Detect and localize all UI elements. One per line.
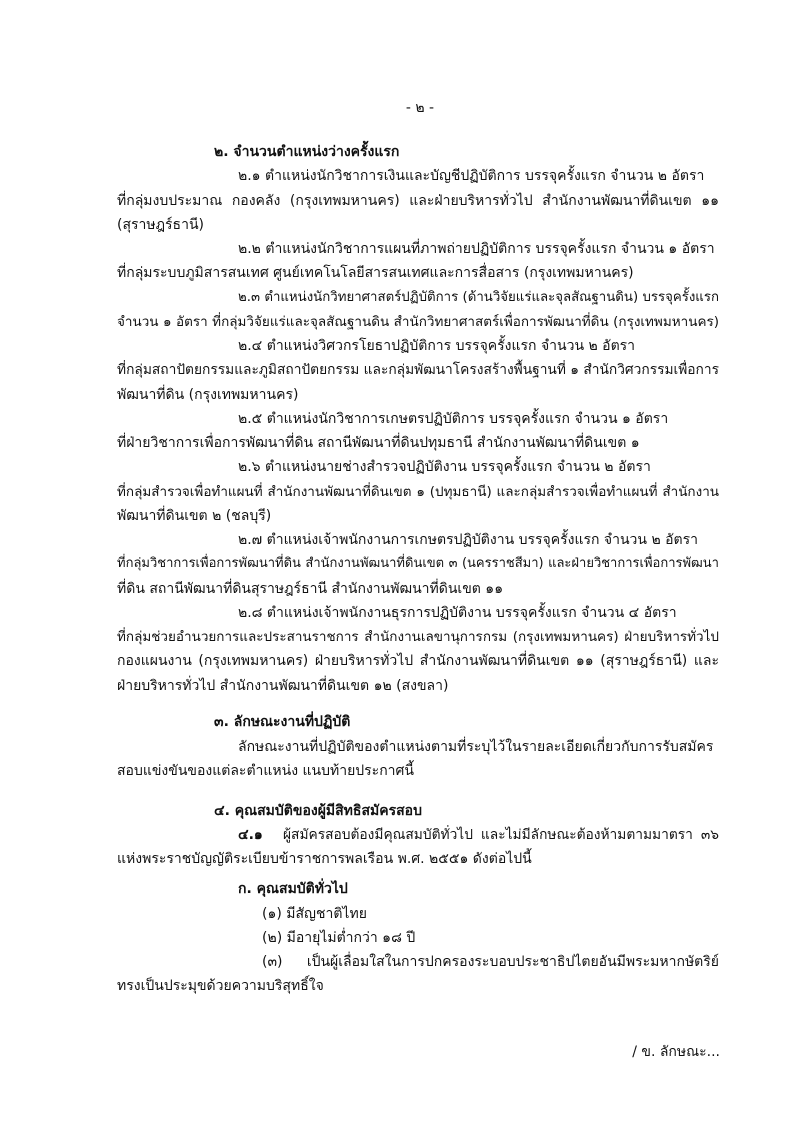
section-2-line: ที่ฝ่ายวิชาการเพื่อการพัฒนาที่ดิน สถานีพัฒนาที่ดินปทุมธานี สำนักงานพัฒนาที่ดินเขต ๑ <box>117 435 640 451</box>
section-2-line: ๒.๓ ตำแหน่งนักวิทยาศาสตร์ปฏิบัติการ (ด้านวิจัยแร่และจุลสัณฐานดิน) บรรจุครั้งแรก <box>238 290 719 305</box>
section-2-line: ๒.๒ ตำแหน่งนักวิชาการแผนที่ภาพถ่ายปฏิบัติการ บรรจุครั้งแรก จำนวน ๑ อัตรา <box>238 241 715 257</box>
section-2-line: ๒.๘ ตำแหน่งเจ้าพนักงานธุรการปฏิบัติงาน บรรจุครั้งแรก จำนวน ๔ อัตรา <box>238 605 677 621</box>
section-2-line: ที่กลุ่มช่วยอำนวยการและประสานราชการ สำนักงานเลขานุการกรม (กรุงเทพมหานคร) ฝ่ายบริหารทั่วไป <box>117 629 719 645</box>
section-2-line: ๒.๑ ตำแหน่งนักวิชาการเงินและบัญชีปฏิบัติการ บรรจุครั้งแรก จำนวน ๒ อัตรา <box>238 168 705 184</box>
page-number: - ๒ - <box>405 100 435 116</box>
section-4-heading: ๔. คุณสมบัติของผู้มีสิทธิสมัครสอบ <box>214 803 422 819</box>
section-4-line: แห่งพระราชบัญญัติระเบียบข้าราชการพลเรือน พ.ศ. ๒๕๕๑ ดังต่อไปนี้ <box>117 851 532 867</box>
section-2-line: ที่กลุ่มสถาปัตยกรรมและภูมิสถาปัตยกรรม และกลุ่มพัฒนาโครงสร้างพื้นฐานที่ ๑ สำนักวิศวกรรมเพื่อการ <box>117 362 719 378</box>
section-4-line: ผู้สมัครสอบต้องมีคุณสมบัติทั่วไป และไม่มีลักษณะต้องห้ามตามมาตรา ๓๖ <box>283 827 719 843</box>
section-2-line: พัฒนาที่ดินเขต ๒ (ชลบุรี) <box>117 508 272 524</box>
section-3-heading: ๓. ลักษณะงานที่ปฏิบัติ <box>214 714 351 730</box>
section-2-line: ที่กลุ่มงบประมาณ กองคลัง (กรุงเทพมหานคร) และฝ่ายบริหารทั่วไป สำนักงานพัฒนาที่ดินเขต ๑๑ <box>117 193 719 209</box>
section-2-line: พัฒนาที่ดิน (กรุงเทพมหานคร) <box>117 387 299 403</box>
section-3-line: สอบแข่งขันของแต่ละตำแหน่ง แนบท้ายประกาศนี้ <box>117 763 414 779</box>
section-4-item-number: ๔.๑ <box>238 827 263 843</box>
section-2-line: (สุราษฎร์ธานี) <box>117 217 204 233</box>
qualification-item: (๑) มีสัญชาติไทย <box>262 906 367 922</box>
section-2-line: ที่ดิน สถานีพัฒนาที่ดินสุราษฎร์ธานี สำนักงานพัฒนาที่ดินเขต ๑๑ <box>117 581 504 597</box>
section-2-line: ที่กลุ่มระบบภูมิสารสนเทศ ศูนย์เทคโนโลยีสารสนเทศและการสื่อสาร (กรุงเทพมหานคร) <box>117 265 634 281</box>
section-2-heading: ๒. จำนวนตำแหน่งว่างครั้งแรก <box>214 144 400 160</box>
general-qualifications-heading: ก. คุณสมบัติทั่วไป <box>238 881 348 897</box>
section-2-line: ๒.๗ ตำแหน่งเจ้าพนักงานการเกษตรปฏิบัติงาน บรรจุครั้งแรก จำนวน ๒ อัตรา <box>238 532 698 548</box>
section-2-line: ที่กลุ่มสำรวจเพื่อทำแผนที่ สำนักงานพัฒนาที่ดินเขต ๑ (ปทุมธานี) และกลุ่มสำรวจเพื่อทำแผนที่ สำนักงาน <box>117 484 719 500</box>
section-2-line: ๒.๔ ตำแหน่งวิศวกรโยธาปฏิบัติการ บรรจุครั้งแรก จำนวน ๒ อัตรา <box>238 338 636 354</box>
section-2-line: กองแผนงาน (กรุงเทพมหานคร) ฝ่ายบริหารทั่วไป สำนักงานพัฒนาที่ดินเขต ๑๑ (สุราษฎร์ธานี) และ <box>117 653 719 669</box>
section-2-line: ๒.๖ ตำแหน่งนายช่างสำรวจปฏิบัติงาน บรรจุครั้งแรก จำนวน ๒ อัตรา <box>238 459 651 475</box>
section-2-line: ที่กลุ่มวิชาการเพื่อการพัฒนาที่ดิน สำนักงานพัฒนาที่ดินเขต ๓ (นครราชสีมา) และฝ่ายวิชาการเพื่อการพัฒนา <box>117 556 719 571</box>
qualification-item-continuation: ทรงเป็นประมุขด้วยความบริสุทธิ์ใจ <box>117 978 324 994</box>
section-2-line: จำนวน ๑ อัตรา ที่กลุ่มวิจัยแร่และจุลสัณฐานดิน สำนักวิทยาศาสตร์เพื่อการพัฒนาที่ดิน (กรุงเทพมหานคร) <box>117 314 719 330</box>
continuation-note: / ข. ลักษณะ... <box>632 1044 720 1060</box>
section-2-line: ฝ่ายบริหารทั่วไป สำนักงานพัฒนาที่ดินเขต ๑๒ (สงขลา) <box>117 678 449 694</box>
section-3-line: ลักษณะงานที่ปฏิบัติของตำแหน่งตามที่ระบุไว้ในรายละเอียดเกี่ยวกับการรับสมัคร <box>238 739 714 755</box>
section-2-line: ๒.๕ ตำแหน่งนักวิชาการเกษตรปฏิบัติการ บรรจุครั้งแรก จำนวน ๑ อัตรา <box>238 411 669 427</box>
qualification-item: (๓) เป็นผู้เลื่อมใสในการปกครองระบอบประชาธิปไตยอันมีพระมหากษัตริย์ <box>262 954 719 970</box>
qualification-item: (๒) มีอายุไม่ต่ำกว่า ๑๘ ปี <box>262 930 416 946</box>
